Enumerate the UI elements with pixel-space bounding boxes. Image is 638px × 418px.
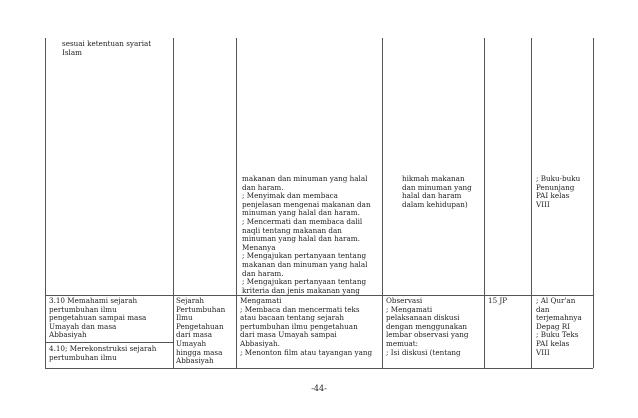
top-cell-resources: ; Buku-buku Penunjang PAI kelas VIII bbox=[536, 174, 581, 209]
column-divider bbox=[173, 38, 174, 368]
row-divider-kd bbox=[45, 342, 173, 343]
bottom-cell-resources: ; Al Qur'an dan terjemahnya Depag RI ; Buku Teks PAI kelas VIII bbox=[536, 296, 582, 357]
bottom-cell-learning-activities: Mengamati ; Membaca dan mencermati teks atau bacaan tentang sejarah pertumbuhan ilmu pengetahuan dari masa Umayah sampai Abbasiyah. ; Menonton film atau tayangan yang bbox=[240, 296, 373, 357]
top-cell-competency: sesuai ketentuan syariat Islam bbox=[62, 39, 152, 57]
top-cell-assessment: hikmah makanan dan minuman yang halal dan haram dalam kehidupan) bbox=[402, 174, 472, 209]
table-border-left bbox=[45, 38, 46, 368]
bottom-cell-kd-4-10: 4.10; Merekonstruksi sejarah pertumbuhan ilmu bbox=[49, 344, 157, 362]
bottom-cell-kd-3-10: 3.10 Memahami sejarah pertumbuhan ilmu pengetahuan sampai masa Umayah dan masa Abbasiyah bbox=[49, 296, 147, 340]
bottom-cell-material: Sejarah Pertumbuhan Ilmu Pengetahuan dari masa Umayah hingga masa Abbasiyah bbox=[176, 296, 226, 366]
page-number: -44- bbox=[311, 384, 327, 393]
bottom-cell-assessment: Observasi ; Mengamati pelaksanaan diskusi dengan menggunakan lembar observasi yang memuat: ; Isi diskusi (tentang bbox=[386, 296, 469, 357]
top-cell-learning-activities: makanan dan minuman yang halal dan haram. ; Menyimak dan membaca penjelasan mengenai makanan dan minuman yang halal dan haram. ; Mencermati dan membaca dalil naqli tentang makanan dan minuman yang halal dan haram. Menanya ; Mengajukan pertanyaan tentang makanan dan minuman yang halal dan haram. ; Mengajukan pertanyaan tentang kriteria dan jenis makanan yang bbox=[242, 174, 371, 295]
table-border-right bbox=[593, 38, 594, 368]
column-divider bbox=[382, 38, 383, 368]
bottom-cell-time-allocation: 15 JP bbox=[488, 296, 508, 305]
column-divider bbox=[236, 38, 237, 368]
table-border-bottom bbox=[45, 368, 593, 369]
syllabus-table bbox=[45, 38, 593, 368]
column-divider bbox=[484, 38, 485, 368]
column-divider bbox=[531, 38, 532, 368]
